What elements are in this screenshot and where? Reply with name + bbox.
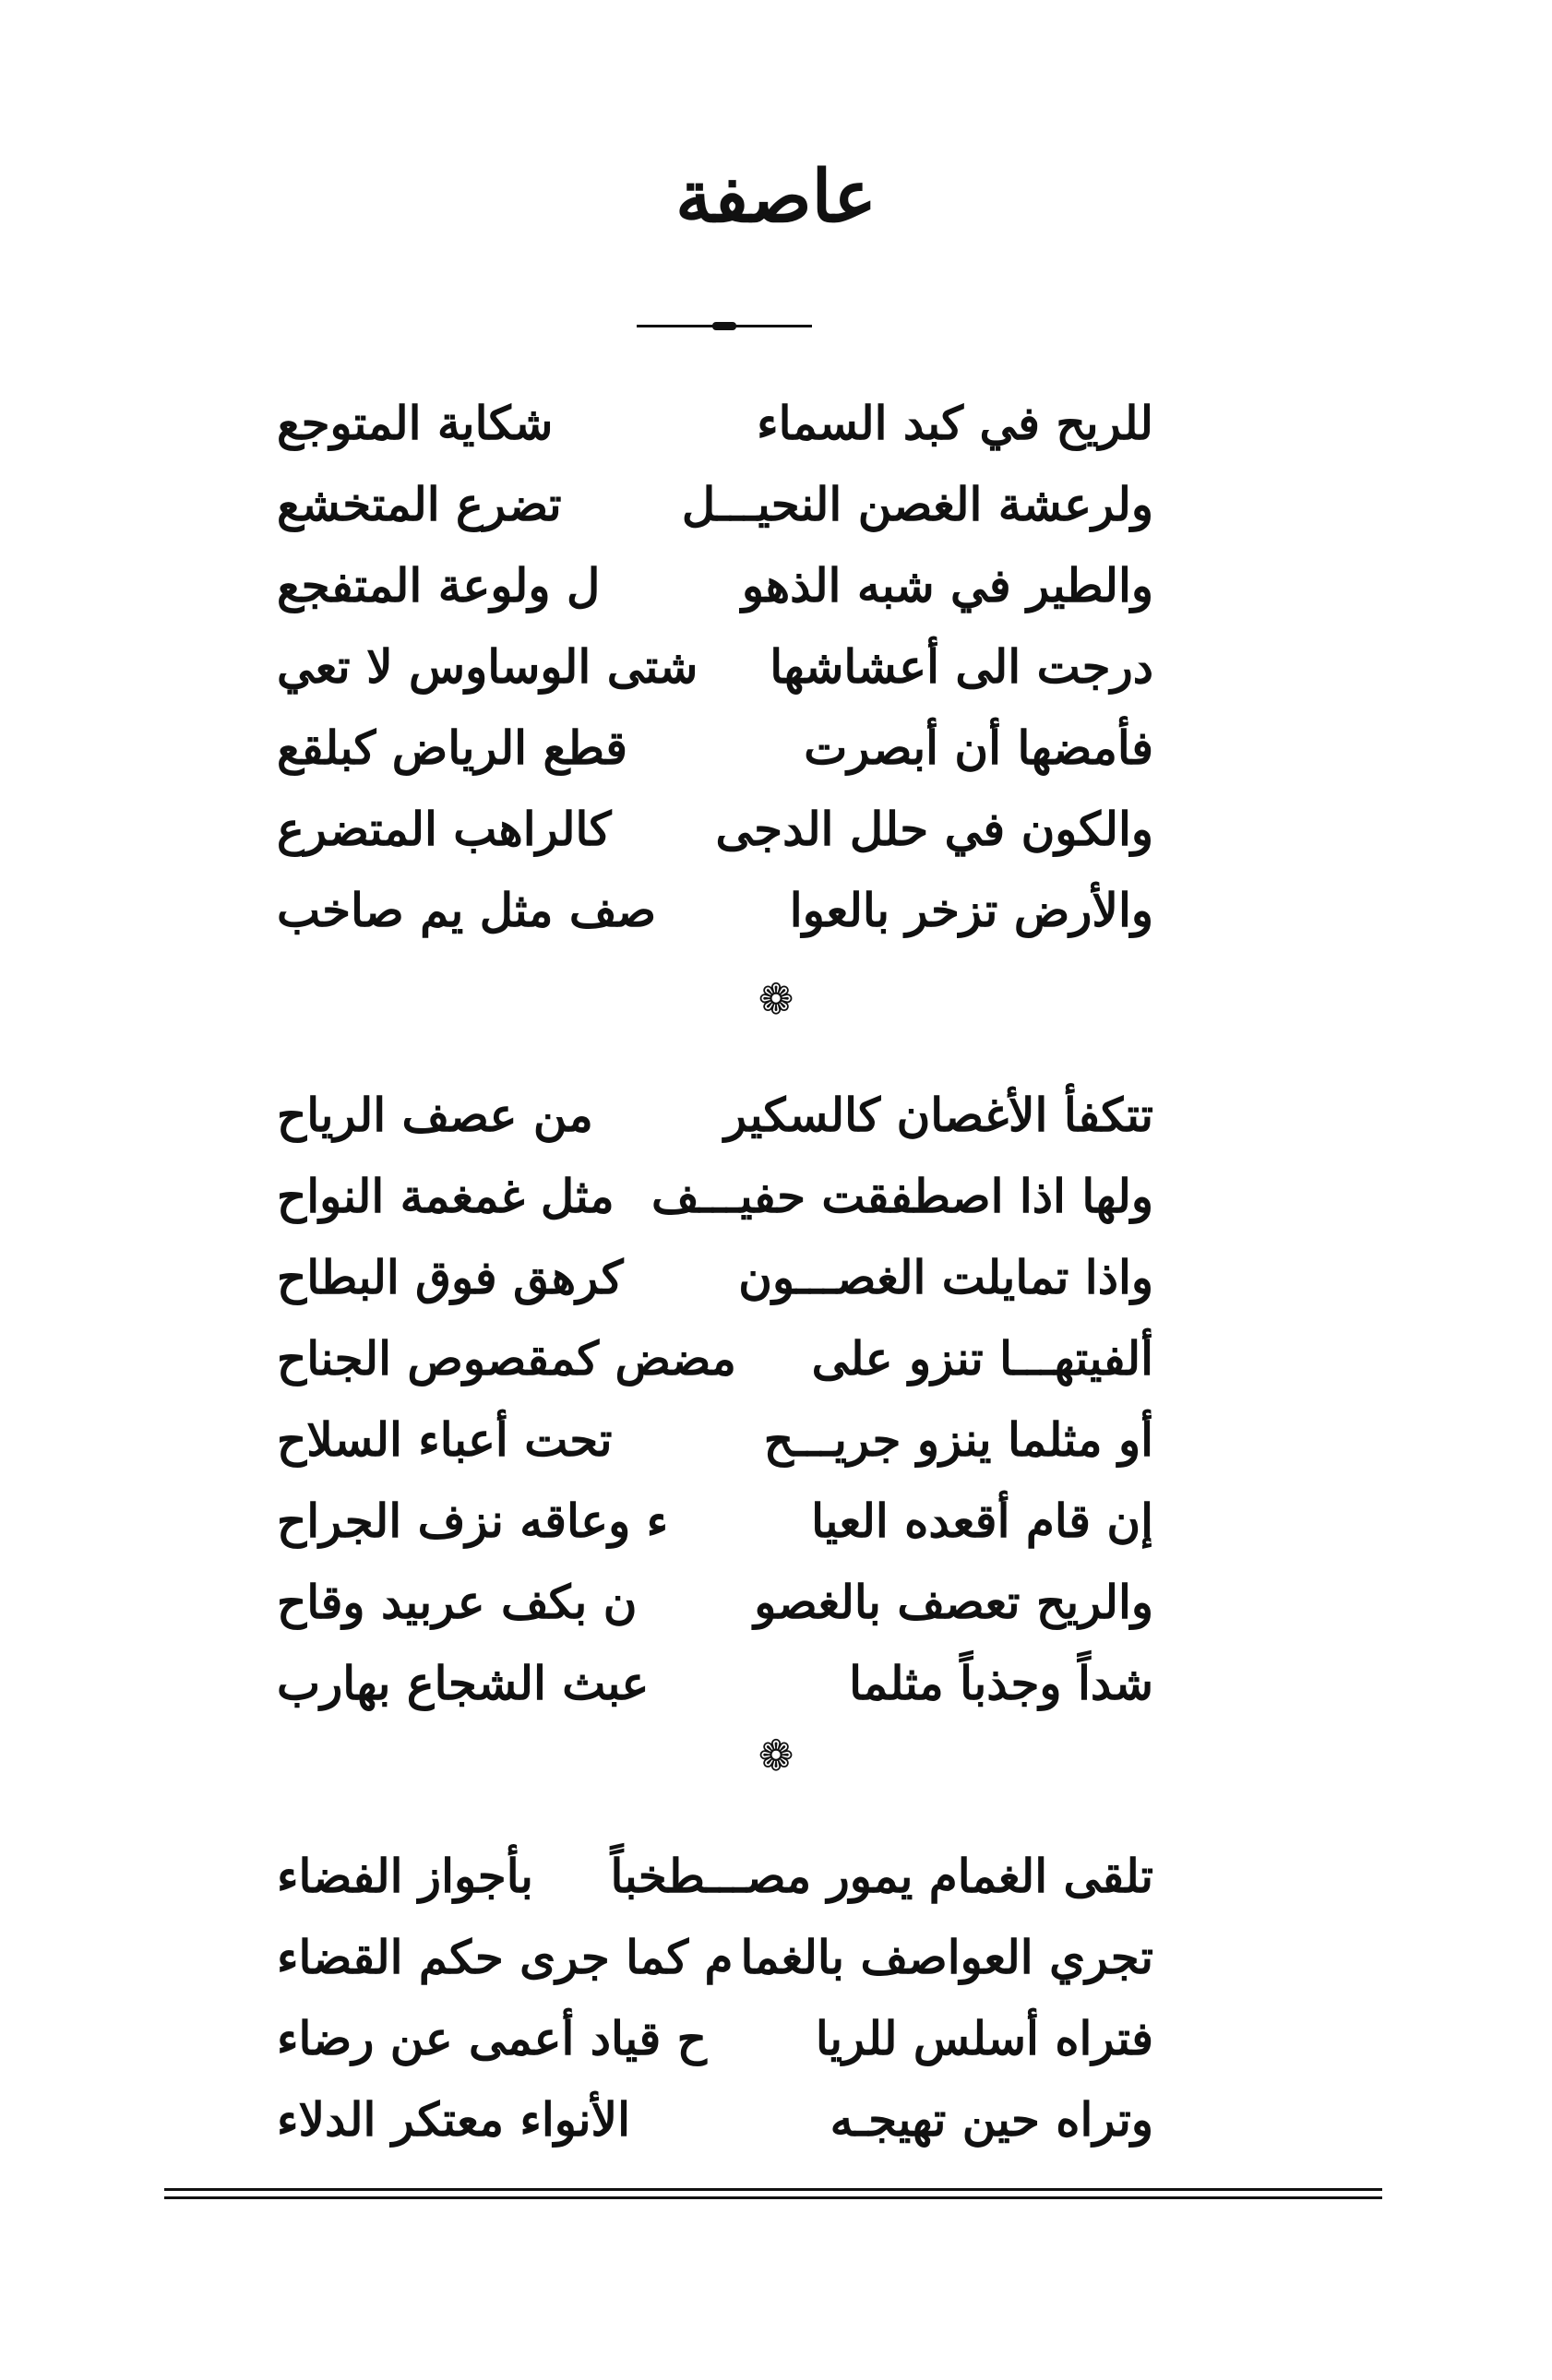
verse	[277, 1998, 1153, 2079]
rule-line	[164, 2196, 1382, 2199]
verse	[277, 464, 1153, 545]
verse-second-hemistich: ح قياد أعمى عن رضاء	[277, 2011, 707, 2065]
verse-second-hemistich: صف مثل يم صاخب	[277, 883, 657, 937]
verse-second-hemistich: قطع الرياض كبلقع	[277, 720, 628, 775]
verse-second-hemistich: شتى الوساوس لا تعي	[277, 639, 698, 694]
verse	[277, 1917, 1153, 1998]
verse-second-hemistich: كالراهب المتضرع	[277, 802, 612, 856]
verse-second-hemistich: تضرع المتخشع	[277, 477, 562, 531]
verse-second-hemistich: من عصف الرياح	[277, 1088, 593, 1142]
verse	[277, 708, 1153, 789]
verse	[277, 1643, 1153, 1724]
verse-first-hemistich: والكون في حلل الدجى	[715, 802, 1153, 856]
verse	[277, 1156, 1153, 1237]
verse-first-hemistich: للريح في كبد السماء	[757, 396, 1153, 450]
verse-second-hemistich: م كما جرى حكم القضاء	[277, 1930, 734, 1984]
rule-line	[164, 2188, 1382, 2191]
verse	[277, 1318, 1153, 1399]
stanza-2	[277, 1075, 1153, 1724]
verse-first-hemistich: ولها اذا اصطفقت حفيـــف	[651, 1169, 1153, 1223]
verse	[277, 870, 1153, 951]
verse	[277, 1237, 1153, 1318]
poem-title: عاصفة	[675, 155, 877, 239]
verse	[277, 1399, 1153, 1481]
verse	[277, 1562, 1153, 1643]
verse	[277, 789, 1153, 870]
verse	[277, 1481, 1153, 1562]
verse-second-hemistich: كرهق فوق البطاح	[277, 1250, 624, 1304]
verse-second-hemistich: الأنواء معتكر الدلاء	[277, 2092, 630, 2147]
verse	[277, 1836, 1153, 1917]
verse-second-hemistich: مضض كمقصوص الجناح	[277, 1331, 736, 1386]
verse-first-hemistich: تلقى الغمام يمور مصـــطخباً	[610, 1849, 1153, 1903]
verse-second-hemistich: ل ولوعة المتفجع	[277, 558, 601, 613]
verse-second-hemistich: ء وعاقه نزف الجراح	[277, 1493, 669, 1548]
verse-first-hemistich: ولرعشة الغصن النحيـــل	[681, 477, 1153, 531]
verse-second-hemistich: بأجواز الفضاء	[277, 1849, 533, 1903]
verse-first-hemistich: ألفيتهـــا تنزو على	[811, 1331, 1153, 1386]
verse-first-hemistich: والطير في شبه الذهو	[741, 558, 1153, 613]
verse-second-hemistich: شكاية المتوجع	[277, 396, 554, 450]
verse-second-hemistich: تحت أعباء السلاح	[277, 1412, 613, 1467]
verse-first-hemistich: تتكفأ الأغصان كالسكير	[724, 1088, 1153, 1142]
verse-first-hemistich: فتراه أسلس للريا	[815, 2011, 1153, 2065]
verse	[277, 2079, 1153, 2160]
verse	[277, 626, 1153, 708]
stanza-ornament-icon: ❁	[758, 974, 794, 1024]
verse-first-hemistich: تجري العواصف بالغما	[740, 1930, 1153, 1984]
verse-second-hemistich: ن بكف عربيد وقاح	[277, 1575, 638, 1629]
stanza-1	[277, 383, 1153, 951]
verse-first-hemistich: إن قام أقعده العيا	[811, 1493, 1153, 1548]
verse-first-hemistich: واذا تمايلت الغصـــون	[738, 1250, 1153, 1304]
stanza-ornament-icon: ❁	[758, 1731, 794, 1780]
verse	[277, 1075, 1153, 1156]
verse-first-hemistich: شداً وجذباً مثلما	[849, 1656, 1153, 1710]
verse-first-hemistich: أو مثلما ينزو جريـــح	[763, 1412, 1153, 1467]
verse	[277, 545, 1153, 626]
bottom-double-rule	[164, 2188, 1382, 2201]
title-divider	[637, 325, 812, 327]
verse-first-hemistich: والأرض تزخر بالعوا	[789, 883, 1153, 937]
verse-second-hemistich: مثل غمغمة النواح	[277, 1169, 615, 1223]
verse	[277, 383, 1153, 464]
verse-first-hemistich: والريح تعصف بالغصو	[754, 1575, 1153, 1629]
verse-first-hemistich: وتراه حين تهيجـه	[830, 2092, 1153, 2147]
stanza-3	[277, 1836, 1153, 2160]
verse-first-hemistich: فأمضها أن أبصرت	[804, 720, 1153, 775]
verse-first-hemistich: درجت الى أعشاشها	[770, 639, 1153, 694]
verse-second-hemistich: عبث الشجاع بهارب	[277, 1656, 650, 1710]
